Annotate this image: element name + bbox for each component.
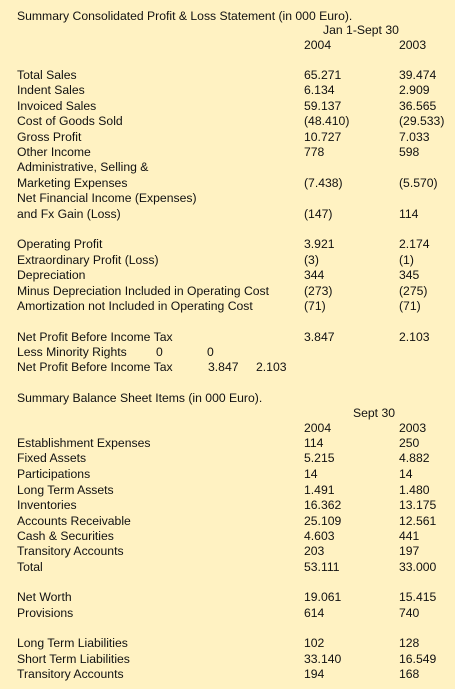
pl-minority-2003: 0 (207, 345, 214, 359)
bs-row-2003: 13.175 (399, 498, 437, 512)
bs-row-label: Total (17, 560, 43, 574)
pl-row-2004: 10.727 (304, 130, 342, 144)
pl-row-label: Depreciation (17, 268, 86, 282)
bs-row-2003: 12.561 (399, 514, 437, 528)
pl-row-label: Operating Profit (17, 237, 103, 251)
pl-row-2004: (48.410) (304, 114, 350, 128)
pl-row-2004: (7.438) (304, 176, 343, 190)
bs-row-2004: 19.061 (304, 590, 342, 604)
bs-row-2003: 441 (399, 529, 420, 543)
bs-row-2004: 33.140 (304, 652, 342, 666)
bs-row-label: Accounts Receivable (17, 514, 131, 528)
bs-row-label: Short Term Liabilities (17, 652, 130, 666)
bs-period: Sept 30 (353, 406, 396, 420)
bs-row-label: Participations (17, 467, 91, 481)
pl-row-2004: (71) (304, 299, 326, 313)
pl-row-2004: 59.137 (304, 99, 342, 113)
pl-row-2004: (273) (304, 284, 333, 298)
bs-row-2004: 614 (304, 606, 325, 620)
pl-row-2004: 778 (304, 145, 325, 159)
bs-row-2003: 168 (399, 667, 420, 681)
pl-row-2003: 2.103 (399, 330, 430, 344)
pl-row-2003: 2.909 (399, 83, 430, 97)
pl-row-label: Administrative, Selling & (17, 160, 149, 174)
bs-row-2003: 128 (399, 636, 420, 650)
pl-row-label: Extraordinary Profit (Loss) (17, 253, 159, 267)
bs-row-2004: 16.362 (304, 498, 342, 512)
bs-title: Summary Balance Sheet Items (in 000 Euro). (17, 391, 263, 405)
bs-row-2003: 33.000 (399, 560, 437, 574)
bs-row-2004: 25.109 (304, 514, 342, 528)
pl-year-2003: 2003 (399, 38, 427, 52)
bs-year-2003: 2003 (399, 421, 427, 435)
bs-row-2004: 5.215 (304, 451, 335, 465)
pl-row-label: Net Financial Income (Expenses) (17, 191, 197, 205)
bs-row-label: Net Worth (17, 590, 72, 604)
bs-row-2004: 194 (304, 667, 325, 681)
pl-row-label: Indent Sales (17, 83, 85, 97)
bs-row-2003: 15.415 (399, 590, 437, 604)
pl-row-2003: (71) (399, 299, 421, 313)
pl-row-label: Amortization not Included in Operating Cost (17, 299, 253, 313)
pl-net-2004: 3.847 (208, 360, 239, 374)
bs-row-label: Provisions (17, 606, 74, 620)
bs-row-2004: 102 (304, 636, 325, 650)
pl-period: Jan 1-Sept 30 (323, 23, 399, 37)
bs-year-2004: 2004 (304, 421, 332, 435)
pl-row-2004: 3.847 (304, 330, 335, 344)
pl-row-2003: (5.570) (399, 176, 438, 190)
pl-row-2003: 598 (399, 145, 420, 159)
pl-row-2003: 36.565 (399, 99, 437, 113)
pl-row-2004: 65.271 (304, 68, 342, 82)
bs-row-label: Transitory Accounts (17, 544, 124, 558)
bs-row-2003: 14 (399, 467, 413, 481)
pl-row-2003: 39.474 (399, 68, 437, 82)
bs-row-2004: 4.603 (304, 529, 335, 543)
pl-row-2003: (275) (399, 284, 428, 298)
bs-row-2004: 1.491 (304, 483, 335, 497)
bs-row-2004: 53.111 (304, 560, 340, 574)
pl-row-label: Minus Depreciation Included in Operating Cost (17, 284, 270, 298)
pl-row-2003: 114 (399, 207, 419, 221)
pl-row-2003: 7.033 (399, 130, 430, 144)
bs-row-2004: 203 (304, 544, 325, 558)
pl-row-label: Invoiced Sales (17, 99, 97, 113)
pl-minority-label: Less Minority Rights (17, 345, 127, 359)
bs-row-2003: 4.882 (399, 451, 430, 465)
bs-row-2003: 1.480 (399, 483, 430, 497)
bs-row-label: Long Term Assets (17, 483, 114, 497)
pl-row-2003: 345 (399, 268, 420, 282)
pl-title: Summary Consolidated Profit & Loss Statement (in 000 Euro). (17, 9, 353, 23)
bs-row-2003: 250 (399, 436, 420, 450)
pl-net-label: Net Profit Before Income Tax (17, 360, 173, 374)
pl-net-2003: 2.103 (256, 360, 287, 374)
bs-row-label: Fixed Assets (17, 451, 87, 465)
bs-row-label: Inventories (17, 498, 77, 512)
bs-row-2003: 16.549 (399, 652, 437, 666)
pl-row-2004: (147) (304, 207, 333, 221)
pl-row-2003: 2.174 (399, 237, 430, 251)
pl-row-label: Cost of Goods Sold (17, 114, 123, 128)
pl-row-label: Net Profit Before Income Tax (17, 330, 173, 344)
pl-row-2003: (29.533) (399, 114, 445, 128)
pl-minority-2004: 0 (156, 345, 163, 359)
pl-row-2003: (1) (399, 253, 414, 267)
pl-row-label: Marketing Expenses (17, 176, 128, 190)
bs-row-label: Cash & Securities (17, 529, 114, 543)
pl-row-label: Other Income (17, 145, 91, 159)
bs-row-label: Transitory Accounts (17, 667, 124, 681)
pl-row-label: Total Sales (17, 68, 77, 82)
bs-row-2004: 114 (304, 436, 324, 450)
bs-row-2004: 14 (304, 467, 318, 481)
bs-row-label: Establishment Expenses (17, 436, 151, 450)
pl-row-label: and Fx Gain (Loss) (17, 207, 121, 221)
pl-row-2004: 6.134 (304, 83, 335, 97)
bs-row-2003: 740 (399, 606, 420, 620)
pl-row-2004: (3) (304, 253, 319, 267)
pl-year-2004: 2004 (304, 38, 332, 52)
pl-row-label: Gross Profit (17, 130, 82, 144)
bs-row-label: Long Term Liabilities (17, 636, 128, 650)
bs-row-2003: 197 (399, 544, 420, 558)
pl-row-2004: 344 (304, 268, 325, 282)
pl-row-2004: 3.921 (304, 237, 335, 251)
